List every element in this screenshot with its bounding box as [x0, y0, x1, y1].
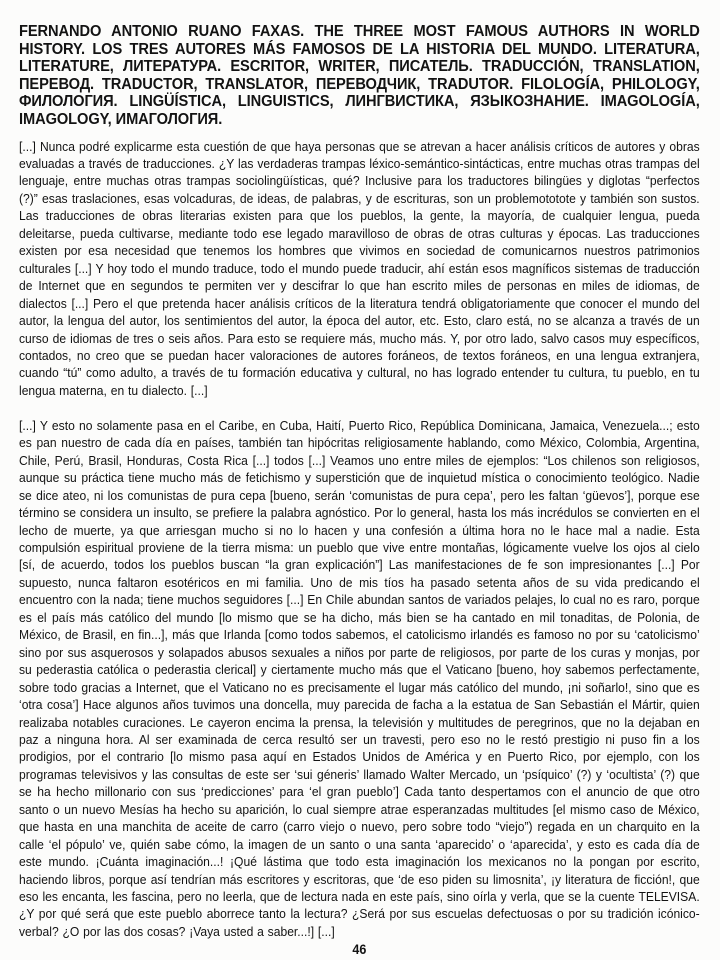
- body-paragraph-2: [...] Y esto no solamente pasa en el Caribe, en Cuba, Haití, Puerto Rico, República Dominicana, Jamaica, Venezuela...; esto es pan nuestro de cada día en países, también tan hipócritas religiosamente hablando, como México, Colombia, Argentina, Chile, Perú, Brasil, Honduras, Costa Rica [...] todos [...] Veamos uno entre miles de ejemplos: “Los chilenos son religiosos, aunque su práctica tiene mucho más de fetichismo y superstición que de inquietud mística o conocimiento teológico. Nadie se dice ateo, ni los comunistas de pura cepa [bueno, serán ‘comunistas de pura cepa’, pero les faltan ‘güevos’], porque ese término se considera un insulto, se prefiere la palabra agnóstico. Por lo general, hasta los más incrédulos se convierten en el lecho de muerte, ya que arriesgan mucho si no lo hacen y una confesión a última hora no le hace mal a nadie. Esta compulsión espiritual proviene de la tierra misma: un pueblo que vive entre montañas, lógicamente vuelve los ojos al cielo [sí, de acuerdo, todos los pueblos buscan “la gran explicación”] Las manifestaciones de fe son impresionantes [...] Por supuesto, nunca faltaron esotéricos en mi familia. Uno de mis tíos ha pasado setenta años de su vida predicando el encuentro con la nada; tiene muchos seguidores [...] En Chile abundan santos de variados pelajes, lo cual no es raro, porque es el país más católico del mundo [lo mismo que se ha dicho, más bien se ha cantado en mil tonaditas, de Polonia, de México, de Brasil, en fin...], más que Irlanda [como todos sabemos, el catolicismo irlandés es famoso no por su ‘catolicismo’ sino por sus asquerosos y solapados abusos sexuales a niños por parte de religiosos, por parte de los curas y monjas, por su pederastia católica o pederastia clerical] y ciertamente mucho más que el Vaticano [bueno, hoy sabemos perfectamente, sobre todo gracias a Internet, que el Vaticano no es precisamente el lugar más católico del mundo, ¡ni soñarlo!, sino que es ‘otra cosa’] Hace algunos años tuvimos una doncella, muy parecida de facha a la estatua de San Sebastián el Mártir, quien realizaba notables curaciones. Le cayeron encima la prensa, la televisión y multitudes de peregrinos, que no la dejaban en paz a ninguna hora. Al ser examinada de cerca resultó ser un travesti, pero eso no le restó prestigio ni puso fin a los prodigios, por el contrario [lo mismo pasa aquí en Estados Unidos de América y en Puerto Rico, por ejemplo, con los programas televisivos y las consultas de este ser ‘sui géneris’ llamado Walter Mercado, un ‘psíquico’ (?) y ‘ocultista’ (?) que se ha hecho millonario con sus ‘predicciones’ para ‘el gran pueblo’] Cada tanto despertamos con el anuncio de que otro santo o un nuevo Mesías ha hecho su aparición, lo cual siempre atrae esperanzadas multitudes [el mismo caso de México, que hasta en una manchita de aceite de carro (carro viejo o nuevo, pero sobre todo “viejo”) regada en un charquito en la calle ‘el pópulo’ ve, quién sabe cómo, la imagen de un santo o una santa ‘aparecido’ o ‘aparecida’, y esto es cada día de este mundo. ¡Cuánta imaginación...! ¡Qué lástima que todo esta imaginación los mexicanos no la pongan por escrito, haciendo libros, porque así tendrían más escritores y escritoras, que ‘de eso piden su limosnita’, ¡y literatura de ficción!, que eso les encanta, les fascina, pero no leerla, que de lectura nada en este país, sino oírla y verla, que se la cuente TELEVISA. ¿Y por qué será que este pueblo aborrece tanto la lectura? ¿Será por sus escuelas defectuosas o por su tradición icónico-verbal? ¿O por las dos cosas? ¡Vaya usted a saber...!] [...]: [19, 417, 700, 939]
- page-number: 46: [352, 942, 367, 958]
- document-title: FERNANDO ANTONIO RUANO FAXAS. THE THREE MOST FAMOUS AUTHORS IN WORLD HISTORY. LOS TRES AUTORES MÁS FAMOSOS DE LA HISTORIA DEL MUNDO. LITERATURA, LITERATURE, ЛИТЕРАТУРА. ESCRITOR, WRITER, ПИСАТЕЛЬ. TRADUCCIÓN, TRANSLATION, ПЕРЕВОД. TRADUCTOR, TRANSLATOR, ПЕРЕВОДЧИК, TRADUTOR. FILOLOGÍA, PHILOLOGY, ФИЛОЛОГИЯ. LINGÜÍSTICA, LINGUISTICS, ЛИНГВИСТИКА, ЯЗЫКОЗНАНИЕ. IMAGOLOGÍA, IMAGOLOGY, ИМАГОЛОГИЯ.: [19, 22, 700, 128]
- page-content: [19, 23, 700, 959]
- body-paragraph-1: [...] Nunca podré explicarme esta cuestión de que haya personas que se atrevan a hacer análisis críticos de autores y obras evaluadas a través de traducciones. ¿Y las verdaderas trampas léxico-semántico-sintácticas, entre muchas otras trampas del lenguaje, entre muchas otras trampas sociolingüísticas, qué? Inclusive para los traductores bilingües y diglotas “perfectos (?)” esas traslaciones, esas volcaduras, de ideas, de palabras, y de escrituras, son un problemototote y también son sustos. Las traducciones de obras literarias existen para que los pueblos, la gente, la mayoría, de cualquier lengua, pueda deleitarse, pueda cultivarse, mediante todo ese legado maravilloso de obras de otras culturas y épocas. Las traducciones existen por esa necesidad que tenemos los hombres que vivimos en sociedad de comunicarnos nuestros patrimonios culturales [...] Y hoy todo el mundo traduce, todo el mundo puede traducir, ahí están esos magníficos sistemas de traducción de Internet que en segundos te permiten ver y descifrar lo que han escrito miles de personas en miles de idiomas, de dialectos [...] Pero el que pretenda hacer análisis críticos de la literatura tendrá obligatoriamente que conocer el mundo del autor, la lengua del autor, los sentimientos del autor, la época del autor, etc. Esto, claro está, no se alcanza a través de un curso de idiomas de tres o seis años. Para esto se requiere más, mucho más. Y, por otro lado, salvo casos muy específicos, contados, no creo que se puedan hacer valoraciones de autores foráneos, de textos foráneos, en una lengua extranjera, cuando “tú” como adulto, a través de tu formación educativa y cultural, no has logrado entender tu cultura, tu pueblo, en tu lengua materna, en tu dialecto. [...]: [19, 138, 700, 398]
